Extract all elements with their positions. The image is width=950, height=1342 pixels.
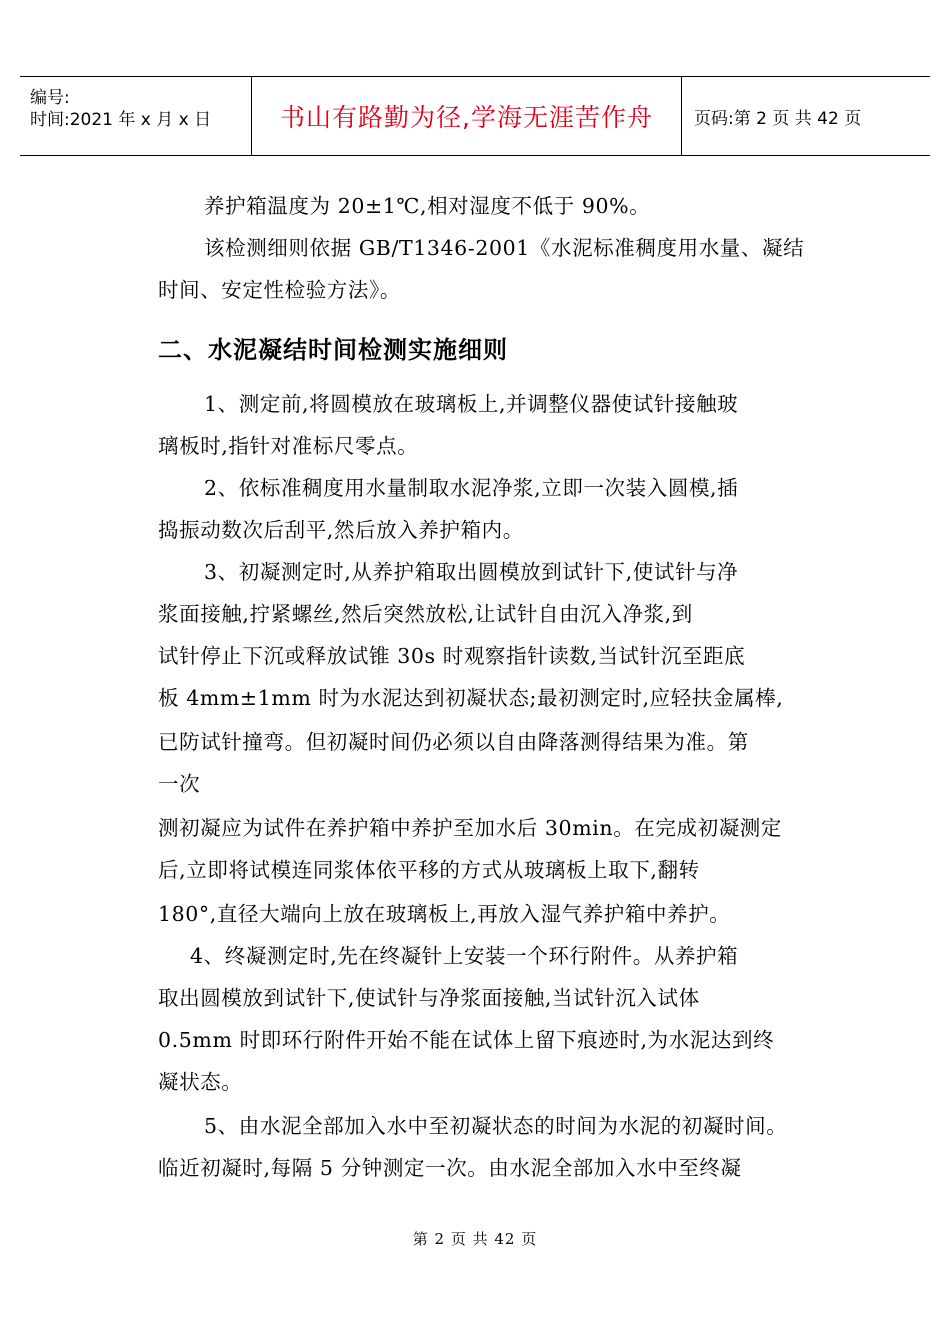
body-line: 一次 [158,772,201,796]
body-line: 0.5mm 时即环行附件开始不能在试体上留下痕迹时,为水泥达到终 [158,1028,775,1052]
header-right-cell [682,77,930,155]
body-line: 凝状态。 [158,1070,243,1094]
body-line: 时间、安定性检验方法》。 [158,278,401,302]
page-footer: 第 2 页 共 42 页 [412,1230,538,1248]
header-middle-cell [252,77,682,155]
body-line: 1、测定前,将圆模放在玻璃板上,并调整仪器使试针接触玻 [204,392,739,416]
body-line: 5、由水泥全部加入水中至初凝状态的时间为水泥的初凝时间。 [204,1114,788,1138]
body-line: 临近初凝时,每隔 5 分钟测定一次。由水泥全部加入水中至终凝 [158,1156,742,1180]
body-line: 后,立即将试模连同浆体依平移的方式从玻璃板上取下,翻转 [158,858,700,882]
body-line: 3、初凝测定时,从养护箱取出圆模放到试针下,使试针与净 [204,560,739,584]
body-line: 测初凝应为试件在养护箱中养护至加水后 30min。在完成初凝测定 [158,816,782,840]
body-line: 该检测细则依据 GB/T1346-2001《水泥标准稠度用水量、凝结 [204,236,805,260]
body-line: 板 4mm±1mm 时为水泥达到初凝状态;最初测定时,应轻扶金属棒, [158,686,784,710]
body-line: 璃板时,指针对准标尺零点。 [158,434,419,458]
document-number-label: 编号: [30,88,70,108]
document-header [20,76,930,156]
body-line: 180°,直径大端向上放在玻璃板上,再放入湿气养护箱中养护。 [158,902,731,926]
header-page-info: 页码:第 2 页 共 42 页 [694,108,862,129]
body-line: 试针停止下沉或释放试锥 30s 时观察指针读数,当试针沉至距底 [158,644,746,668]
body-line: 养护箱温度为 20±1℃,相对湿度不低于 90%。 [204,194,651,218]
header-left-cell [20,77,252,155]
body-line: 2、依标准稠度用水量制取水泥净浆,立即一次装入圆模,插 [204,476,739,500]
body-line: 浆面接触,拧紧螺丝,然后突然放松,让试针自由沉入净浆,到 [158,602,693,626]
body-line: 捣振动数次后刮平,然后放入养护箱内。 [158,518,524,542]
header-motto: 书山有路勤为径,学海无涯苦作舟 [280,103,653,132]
body-line: 已防试针撞弯。但初凝时间仍必须以自由降落测得结果为准。第 [158,730,749,754]
body-line: 取出圆模放到试针下,使试针与净浆面接触,当试针沉入试体 [158,986,700,1010]
document-time-label: 时间:2021 年 x 月 x 日 [30,110,212,130]
section-heading: 二、水泥凝结时间检测实施细则 [158,336,508,364]
body-line: 4、终凝测定时,先在终凝针上安装一个环行附件。从养护箱 [190,944,739,968]
